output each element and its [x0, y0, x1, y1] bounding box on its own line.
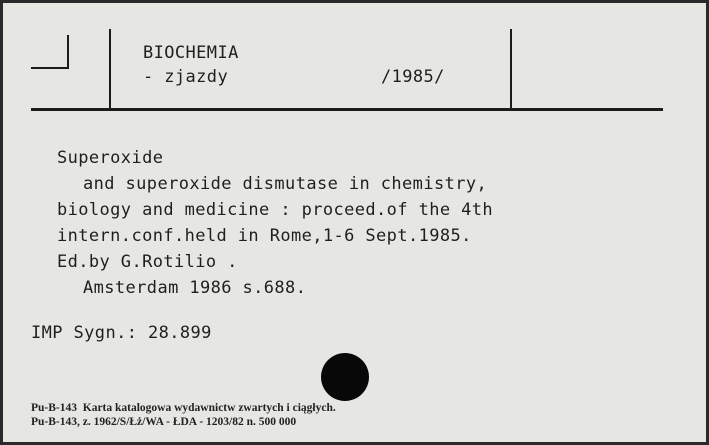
catalog-card [3, 3, 706, 442]
entry-line-3: biology and medicine : proceed.of the 4th [57, 200, 494, 220]
header-divider-left [109, 29, 111, 109]
entry-line-4: intern.conf.held in Rome,1-6 Sept.1985. [57, 226, 472, 246]
subject-heading: BIOCHEMIA [143, 43, 239, 63]
entry-imprint-line: Amsterdam 1986 s.688. [83, 278, 307, 298]
subject-subheading: - zjazdy [143, 67, 229, 87]
footer-imprint-line-1: Pu-B-143 Karta katalogowa wydawnictw zwartych i ciągłych. [31, 402, 336, 414]
corner-mark-horizontal [31, 67, 69, 69]
subject-year: /1985/ [381, 67, 445, 87]
entry-editor-line: Ed.by G.Rotilio . [57, 252, 238, 272]
header-rule [31, 108, 663, 111]
header-divider-right [510, 29, 512, 109]
footer-imprint-line-2: Pu-B-143, z. 1962/S/Łż/WA - ŁDA - 1203/82 n. 500 000 [31, 416, 297, 428]
entry-line-2: and superoxide dismutase in chemistry, [83, 174, 488, 194]
punch-hole [321, 353, 369, 401]
corner-mark-vertical [67, 35, 69, 69]
call-number: IMP Sygn.: 28.899 [31, 323, 212, 343]
entry-title-line: Superoxide [57, 148, 164, 168]
